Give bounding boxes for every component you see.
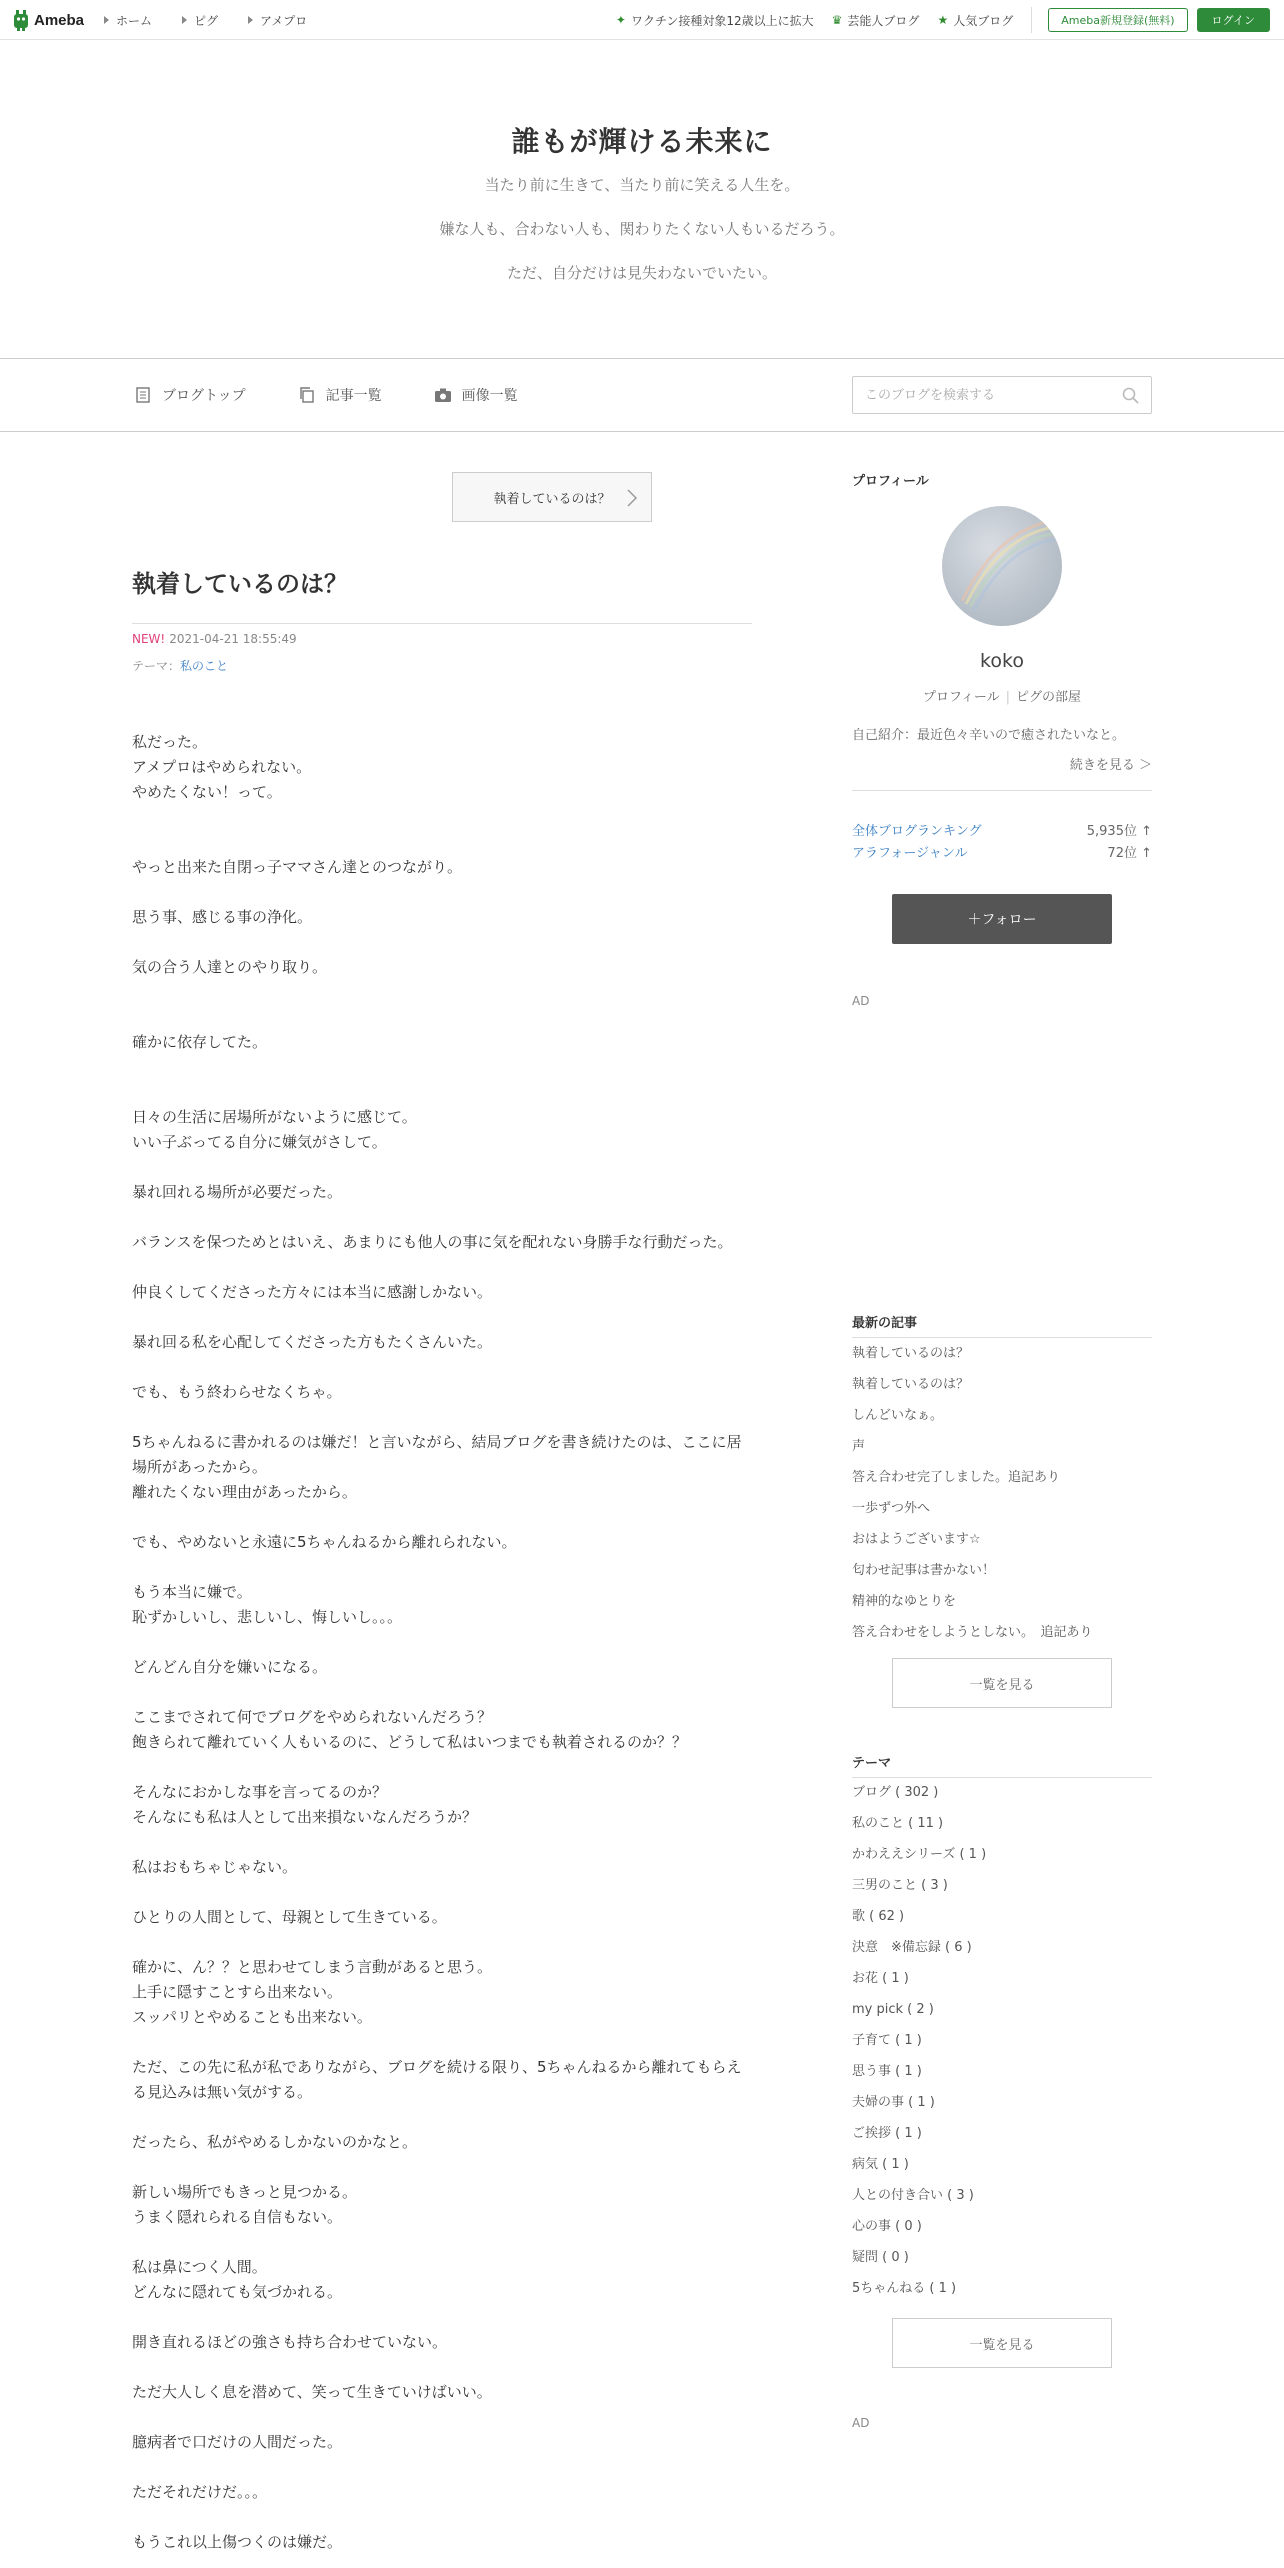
pig-room-link[interactable]: ピグの部屋 (1016, 690, 1082, 705)
ad-label: AD (852, 994, 870, 1008)
list-item[interactable]: 三男のこと ( 3 ) (852, 1878, 948, 1893)
article-paragraph: 私は鼻につく人間。 どんなに隠れても気づかれる。 (132, 2258, 343, 2301)
link-label: ワクチン接種対象12歳以上に拡大 (630, 13, 814, 28)
link-label: 人気ブログ (953, 13, 1014, 28)
nav-label: アメプロ (260, 13, 308, 28)
list-item[interactable]: しんどいなぁ。 (852, 1408, 944, 1423)
nav-home[interactable] (104, 12, 152, 29)
list-item[interactable]: 子育て ( 1 ) (852, 2033, 922, 2048)
list-item[interactable]: 心の事 ( 0 ) (852, 2219, 922, 2234)
ameba-mascot-icon (12, 9, 30, 31)
global-links (598, 0, 1270, 40)
star-icon: ★ (937, 13, 949, 27)
theme-prefix: テーマ： (132, 659, 181, 673)
list-item[interactable]: おはようございます☆ (852, 1532, 981, 1547)
article-theme (132, 657, 228, 674)
chevron-right-icon (625, 488, 639, 508)
blog-desc-line: 当たり前に生きて、当たり前に笑える人生を。 (484, 176, 800, 194)
ranking-label[interactable]: アラフォージャンル (852, 846, 968, 861)
global-nav (104, 0, 337, 40)
nav-label: 画像一覧 (461, 388, 518, 404)
logo-text: Ameba (34, 11, 85, 29)
avatar[interactable] (942, 506, 1062, 626)
article-paragraph: 私だった。 アメプロはやめられない。 やめたくない！って。 (132, 733, 312, 801)
list-item[interactable]: 病気 ( 1 ) (852, 2157, 909, 2172)
article-meta (132, 632, 297, 646)
document-icon (134, 386, 152, 404)
list-item[interactable]: かわええシリーズ ( 1 ) (852, 1847, 987, 1862)
theme-heading: テーマ (852, 1752, 1152, 1778)
list-item[interactable]: 執着しているのは？ (852, 1346, 970, 1361)
ranking-value: 5,935位 ↑ (1086, 824, 1152, 839)
list-item[interactable]: ご挨拶 ( 1 ) (852, 2126, 922, 2141)
camera-icon (434, 386, 452, 404)
divider: | (1005, 690, 1011, 705)
rainbow-image (942, 506, 1062, 626)
profile-name[interactable]: koko (980, 650, 1024, 672)
article-paragraph: ただそれだけだ。。。 (132, 2483, 268, 2501)
article-paragraph: でも、もう終わらせなくちゃ。 (132, 1383, 342, 1401)
ranking-overall (852, 820, 1152, 839)
nav-label: ブログトップ (162, 388, 246, 404)
article-paragraph: 気の合う人達とのやり取り。 (132, 958, 328, 976)
triangle-icon (104, 16, 109, 24)
article-paragraph: ただ、この先に私が私でありながら、ブログを続ける限り、5ちゃんねるから離れてもらえる見込みは無い気がする。 (132, 2058, 742, 2101)
recent-list (852, 1338, 1152, 1648)
article-paragraph: やっと出来た自閉っ子ママさん達とのつながり。 (132, 858, 463, 876)
article-paragraph: 日々の生活に居場所がないように感じて。 いい子ぶってる自分に嫌気がさして。 (132, 1108, 417, 1151)
article-paragraph: だったら、私がやめるしかないのかなと。 (132, 2133, 418, 2151)
celebrity-blog-link[interactable] (832, 12, 920, 29)
list-item[interactable]: 声 (852, 1439, 866, 1454)
list-item[interactable]: 私のこと ( 11 ) (852, 1816, 944, 1831)
list-item[interactable]: 夫婦の事 ( 1 ) (852, 2095, 935, 2110)
vaccine-link[interactable] (616, 12, 814, 29)
nav-amepro[interactable] (248, 12, 307, 29)
profile-heading: プロフィール (852, 474, 929, 489)
theme-list (852, 1777, 1152, 2304)
list-item[interactable]: 疑問 ( 0 ) (852, 2250, 909, 2265)
article-paragraph: ここまでされて何でブログをやめられないんだろう？ 飽きられて離れていく人もいるのに、どうして私はいつまでも執着されるのか？？ (132, 1708, 688, 1751)
search-icon[interactable] (1122, 387, 1139, 404)
read-more-link[interactable]: 続きを見る ＞ (1069, 758, 1152, 773)
list-item[interactable]: 精神的なゆとりを (852, 1594, 957, 1609)
list-item[interactable]: 決意 ※備忘録 ( 6 ) (852, 1940, 972, 1955)
theme-link[interactable]: 私のこと (180, 659, 229, 673)
ad-label: AD (852, 2416, 870, 2430)
blog-title[interactable]: 誰もが輝ける未来に (511, 125, 773, 158)
article-paragraph: 仲良くしてくださった方々には本当に感謝しかない。 (132, 1283, 493, 1301)
article-paragraph: 私はおもちゃじゃない。 (132, 1858, 298, 1876)
recent-see-all-button[interactable]: 一覧を見る (892, 1658, 1112, 1708)
profile-intro: 自己紹介：最近色々辛いので癒されたいなと。 (852, 728, 1126, 743)
prev-article-button[interactable] (452, 472, 652, 522)
recent-heading: 最新の記事 (852, 1312, 1152, 1338)
article-paragraph: 暴れ回れる場所が必要だった。 (132, 1183, 343, 1201)
new-badge: NEW! (132, 632, 166, 646)
article-title[interactable]: 執着しているのは？ (132, 564, 752, 624)
article-date: 2021-04-21 18:55:49 (169, 632, 297, 646)
article-paragraph: そんなにおかしな事を言ってるのか？ そんなにも私は人として出来損ないなんだろうか？ (132, 1783, 478, 1826)
article-body (132, 730, 752, 2568)
list-item[interactable]: 答え合わせをしようとしない。 追記あり (852, 1625, 1093, 1640)
list-item[interactable]: お花 ( 1 ) (852, 1971, 909, 1986)
ranking-label[interactable]: 全体ブログランキング (852, 824, 982, 839)
triangle-icon (182, 16, 187, 24)
list-item[interactable]: my pick ( 2 ) (852, 2002, 934, 2017)
nav-blog-top[interactable] (134, 385, 246, 405)
list-item[interactable]: 歌 ( 62 ) (852, 1909, 905, 1924)
article-paragraph: 思う事、感じる事の浄化。 (132, 908, 313, 926)
ranking-value: 72位 ↑ (1107, 846, 1152, 861)
divider (1031, 7, 1032, 33)
article-paragraph: もう本当に嫌で。 恥ずかしいし、悲しいし、悔しいし。。。 (132, 1583, 403, 1626)
register-button[interactable]: Ameba新規登録(無料) (1048, 8, 1187, 32)
blog-desc-line: ただ、自分だけは見失わないでいたい。 (506, 264, 777, 282)
profile-link[interactable]: プロフィール (922, 690, 1000, 705)
search-input[interactable] (865, 388, 1105, 403)
article-paragraph: 5ちゃんねるに書かれるのは嫌だ！と言いながら、結局ブログを書き続けたのは、ここに居場所があったから。 離れたくない理由があったから。 (132, 1433, 742, 1501)
vaccine-icon: ✦ (615, 13, 626, 27)
article-paragraph: 確かに、ん？？と思わせてしまう言動があると思う。 上手に隠すことすら出来ない。 スッパリとやめることも出来ない。 (132, 1958, 493, 2026)
popular-blog-link[interactable] (937, 12, 1013, 29)
login-button[interactable]: ログイン (1197, 8, 1270, 32)
article-paragraph: 新しい場所でもきっと見つかる。 うまく隠れられる自信もない。 (132, 2183, 358, 2226)
article-paragraph: バランスを保つためとはいえ、あまりにも他人の事に気を配れない身勝手な行動だった。 (132, 1233, 733, 1251)
prev-article-label: 執着しているのは？ (493, 491, 611, 507)
ranking-genre (852, 842, 1152, 861)
nav-image-list[interactable] (434, 385, 518, 405)
list-item[interactable]: 一歩ずつ外へ (852, 1501, 931, 1516)
nav-pig[interactable] (182, 12, 218, 29)
article-paragraph: 暴れ回る私を心配してくださった方もたくさんいた。 (132, 1333, 493, 1351)
blog-description (0, 174, 1284, 306)
list-item[interactable]: 思う事 ( 1 ) (852, 2064, 922, 2079)
follow-button[interactable]: ＋フォロー (892, 894, 1112, 944)
list-item[interactable]: 匂わせ記事は書かない！ (852, 1563, 996, 1578)
blog-header (0, 40, 1284, 358)
article-paragraph: 開き直れるほどの強さも持ち合わせていない。 (132, 2333, 448, 2351)
crown-icon: ♛ (831, 13, 843, 27)
list-item[interactable]: ブログ ( 302 ) (852, 1785, 939, 1800)
article-paragraph: 確かに依存してた。 (132, 1033, 268, 1051)
nav-article-list[interactable] (298, 385, 382, 405)
nav-label: ピグ (194, 13, 219, 28)
theme-see-all-button[interactable]: 一覧を見る (892, 2318, 1112, 2368)
triangle-icon (248, 16, 253, 24)
article-paragraph: ただ大人しく息を潜めて、笑って生きていけばいい。 (132, 2383, 492, 2401)
blog-search (852, 376, 1152, 414)
article-paragraph: 臆病者で口だけの人間だった。 (132, 2433, 343, 2451)
article-paragraph: でも、やめないと永遠に5ちゃんねるから離れられない。 (132, 1533, 517, 1551)
article-paragraph: どんどん自分を嫌いになる。 (132, 1658, 328, 1676)
divider (852, 790, 1152, 791)
ameba-logo[interactable] (12, 8, 84, 32)
nav-label: ホーム (116, 13, 153, 28)
article-paragraph: もうこれ以上傷つくのは嫌だ。 (132, 2533, 343, 2551)
list-item[interactable]: 人との付き合い ( 3 ) (852, 2188, 974, 2203)
link-label: 芸能人ブログ (847, 13, 920, 28)
list-item[interactable]: 執着しているのは？ (852, 1377, 970, 1392)
profile-links (852, 686, 1152, 705)
blog-nav (0, 358, 1284, 432)
article-paragraph: ひとりの人間として、母親として生きている。 (132, 1908, 447, 1926)
list-item[interactable]: 5ちゃんねる ( 1 ) (852, 2281, 957, 2296)
blog-desc-line: 嫌な人も、合わない人も、関わりたくない人もいるだろう。 (439, 220, 845, 238)
nav-label: 記事一覧 (325, 388, 382, 404)
list-item[interactable]: 答え合わせ完了しました。追記あり (852, 1470, 1061, 1485)
copy-icon (298, 386, 316, 404)
global-header (0, 0, 1284, 40)
